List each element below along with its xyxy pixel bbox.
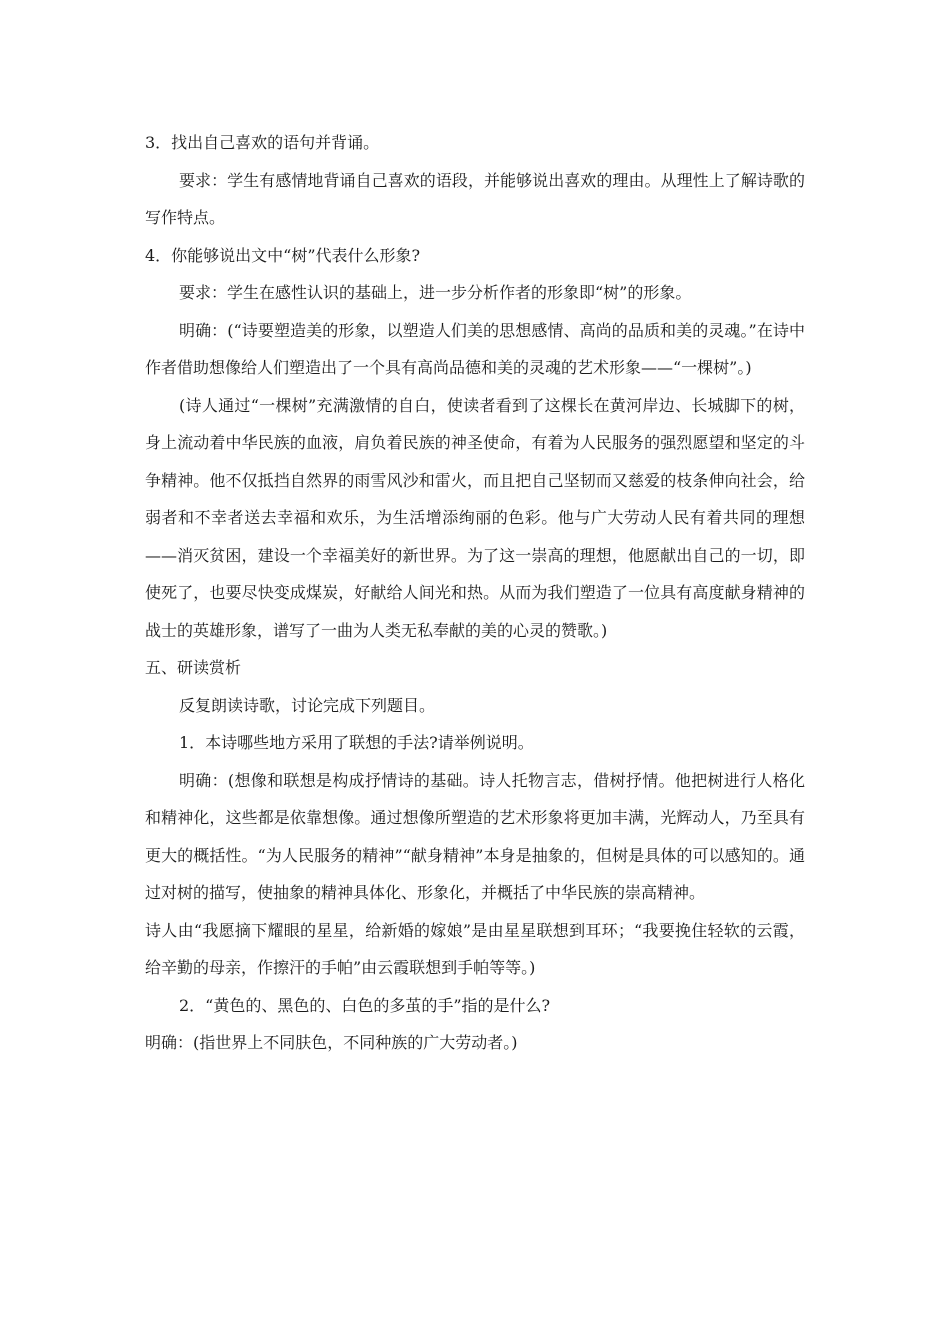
answer-5-1: 明确：(想像和联想是构成抒情诗的基础。诗人托物言志，借树抒情。他把树进行人格化和精神化，这些都是依靠想像。通过想像所塑造的艺术形象将更加丰满，光辉动人，乃至具有更大的概括性。“为人民服务的精神”“献身精神”本身是抽象的，但树是具体的可以感知的。通过对树的描写，使抽象的精神具体化、形象化，并概括了中华民族的崇高精神。	[145, 770, 805, 902]
answer-5-2: 明确：(指世界上不同肤色，不同种族的广大劳动者。)	[145, 1033, 518, 1052]
section-heading-5: 五、研读赏析	[145, 658, 242, 677]
question-4: 4．你能够说出文中“树”代表什么形象?	[145, 245, 421, 265]
document-body	[145, 124, 805, 1062]
requirement-3: 要求：学生有感情地背诵自己喜欢的语段，并能够说出喜欢的理由。从理性上了解诗歌的写作特点。	[145, 170, 805, 227]
question-5-1: 1．本诗哪些地方采用了联想的手法?请举例说明。	[179, 733, 534, 752]
question-5-2: 2．“黄色的、黑色的、白色的多茧的手”指的是什么?	[179, 995, 551, 1015]
section-5-intro: 反复朗读诗歌，讨论完成下列题目。	[179, 695, 436, 715]
question-3: 3．找出自己喜欢的语句并背诵。	[145, 133, 380, 152]
answer-4-a: 明确：(“诗要塑造美的形象，以塑造人们美的思想感情、高尚的品质和美的灵魂。”在诗中作者借助想像给人们塑造出了一个具有高尚品德和美的灵魂的艺术形象——“一棵树”。)	[145, 320, 805, 377]
requirement-4: 要求：学生在感性认识的基础上，进一步分析作者的形象即“树”的形象。	[179, 283, 692, 302]
answer-4-b: (诗人通过“一棵树”充满激情的自白，使读者看到了这棵长在黄河岸边、长城脚下的树，身上流动着中华民族的血液，肩负着民族的神圣使命，有着为人民服务的强烈愿望和坚定的斗争精神。他不仅抵挡自然界的雨雪风沙和雷火，而且把自己坚韧而又慈爱的枝条伸向社会，给弱者和不幸者送去幸福和欢乐，为生活增添绚丽的色彩。他与广大劳动人民有着共同的理想——消灭贫困，建设一个幸福美好的新世界。为了这一崇高的理想，他愿献出自己的一切，即使死了，也要尽快变成煤炭，好献给人间光和热。从而为我们塑造了一位具有高度献身精神的战士的英雄形象，谱写了一曲为人类无私奉献的美的心灵的赞歌。)	[145, 395, 805, 640]
answer-5-1-example: 诗人由“我愿摘下耀眼的星星，给新婚的嫁娘”是由星星联想到耳环；“我要挽住轻软的云霞，给辛勤的母亲，作擦汗的手帕”由云霞联想到手帕等等。)	[145, 920, 805, 977]
